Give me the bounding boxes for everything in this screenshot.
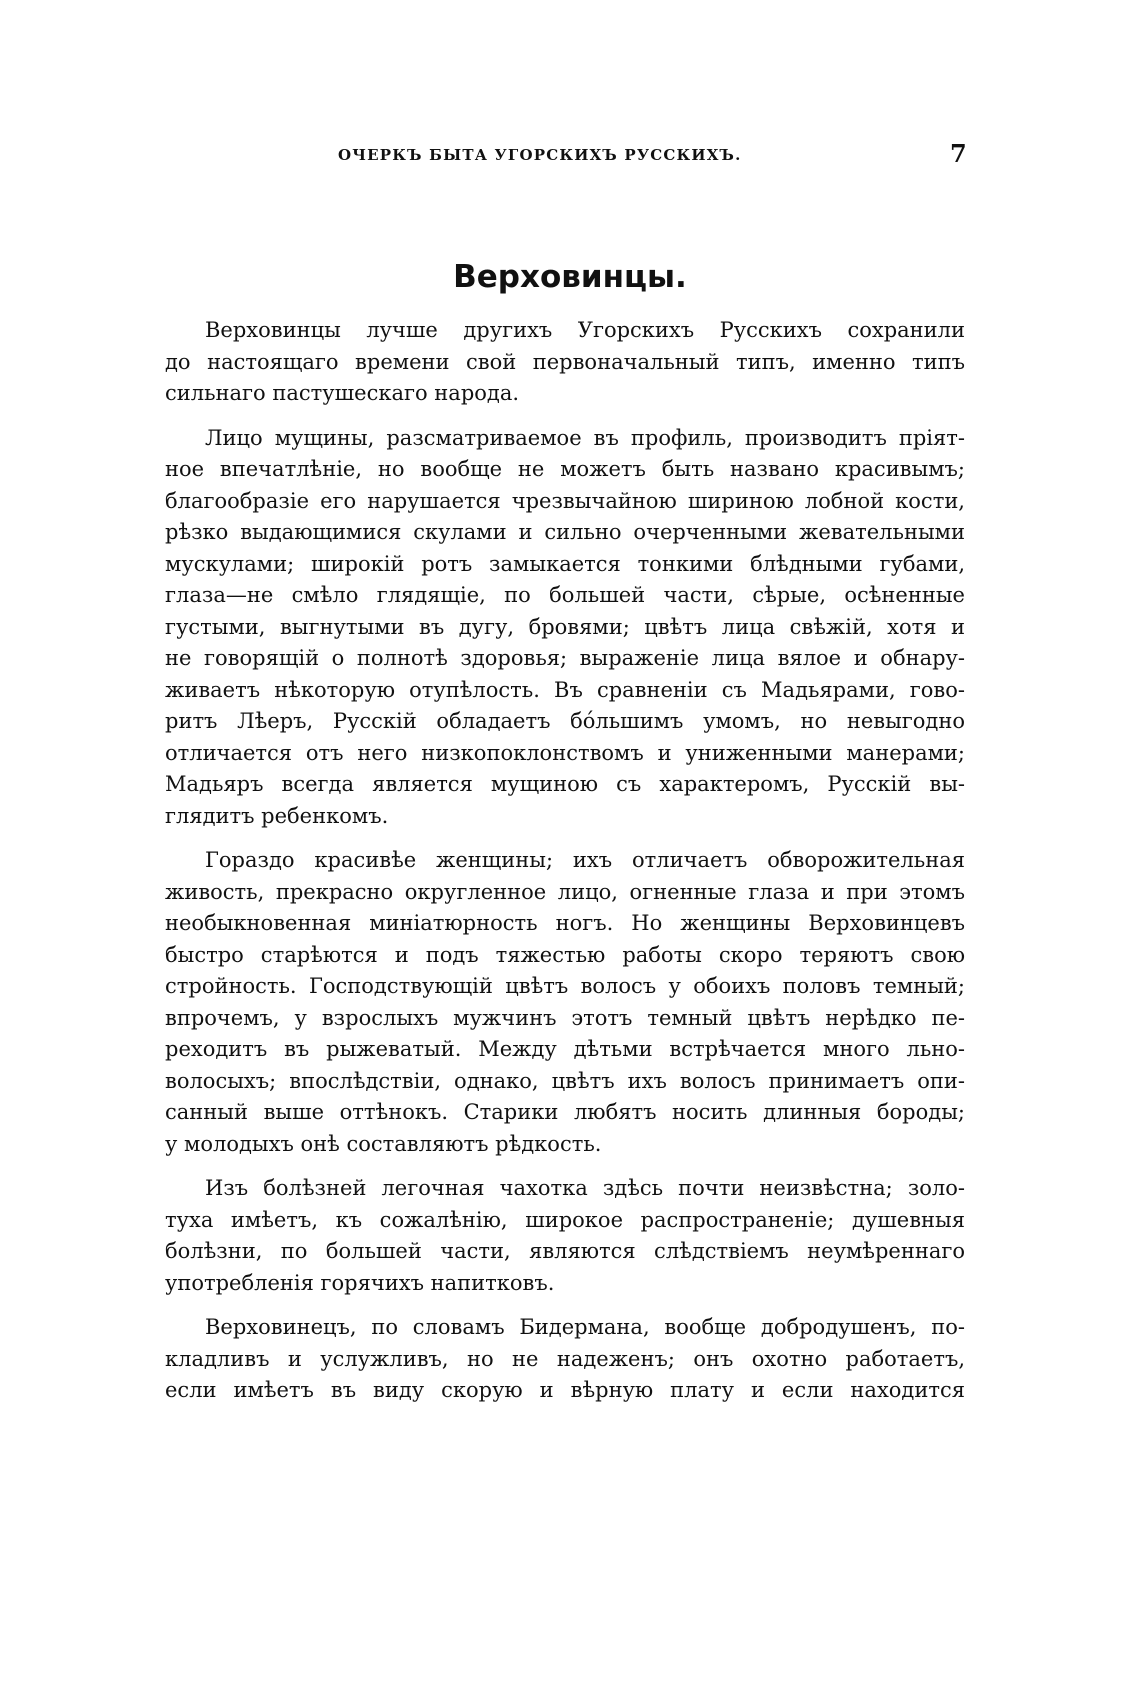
- text-line: живаетъ нѣкоторую отупѣлость. Въ сравненіи съ Мадьярами, гово-: [165, 677, 965, 702]
- text-line: не говорящій о полнотѣ здоровья; выраженіе лица вялое и обнару-: [165, 646, 965, 670]
- text-line: болѣзни, по большей части, являются слѣдствіемъ неумѣреннаго: [165, 1239, 965, 1263]
- text-line: благообразіе его нарушается чрезвычайною шириною лобной кости,: [165, 488, 965, 513]
- text-line: у молодыхъ онѣ составляютъ рѣдкость.: [165, 1131, 602, 1156]
- running-head: ОЧЕРКЪ БЫТА УГОРСКИХЪ РУССКИХЪ.: [338, 146, 742, 164]
- text-line: кладливъ и услужливъ, но не надеженъ; онъ охотно работаетъ,: [165, 1346, 965, 1371]
- text-line: до настоящаго времени свой первоначальный типъ, именно типъ: [165, 349, 965, 374]
- page-number: 7: [950, 139, 967, 168]
- paragraph: [165, 845, 965, 1160]
- paragraph: [165, 1173, 965, 1299]
- text-line: впрочемъ, у взрослыхъ мужчинъ этотъ темный цвѣтъ нерѣдко пе-: [165, 1005, 965, 1030]
- text-line: необыкновенная миніатюрность ногъ. Но женщины Верховинцевъ: [165, 911, 965, 935]
- text-line: густыми, выгнутыми въ дугу, бровями; цвѣтъ лица свѣжій, хотя и: [165, 614, 965, 639]
- text-line: живость, прекрасно округленное лицо, огненные глаза и при этомъ: [165, 879, 965, 904]
- paragraph: [165, 423, 965, 833]
- text-line: отличается отъ него низкопоклонствомъ и униженными манерами;: [165, 740, 965, 765]
- text-line: если имѣетъ въ виду скорую и вѣрную плату и если находится: [165, 1378, 965, 1402]
- text-line: ритъ Лѣеръ, Русскій обладаетъ бо́льшимъ умомъ, но невыгодно: [165, 709, 965, 733]
- text-line: мускулами; широкій ротъ замыкается тонкими блѣдными губами,: [165, 551, 965, 576]
- text-line: стройность. Господствующій цвѣтъ волосъ у обоихъ половъ темный;: [165, 974, 965, 998]
- text-line: Верховинецъ, по словамъ Бидермана, вообще добродушенъ, по-: [205, 1315, 965, 1339]
- text-line: ное впечатлѣніе, но вообще не можетъ быть названо красивымъ;: [165, 457, 965, 481]
- text-line: волосыхъ; впослѣдствіи, однако, цвѣтъ ихъ волосъ принимаетъ опи-: [165, 1068, 965, 1093]
- text-line: глядитъ ребенкомъ.: [165, 803, 389, 828]
- section-title: Верховинцы.: [453, 258, 687, 295]
- text-line: Мадьяръ всегда является мущиною съ характеромъ, Русскій вы-: [165, 772, 965, 796]
- text-line: Гораздо красивѣе женщины; ихъ отличаетъ обворожительная: [205, 848, 965, 872]
- text-line: санный выше оттѣнокъ. Старики любятъ носить длинныя бороды;: [165, 1100, 965, 1124]
- text-line: Лицо мущины, разсматриваемое въ профиль, производитъ пріят-: [205, 425, 965, 450]
- text-line: рѣзко выдающимися скулами и сильно очерченными жевательными: [165, 520, 965, 544]
- paragraph: [165, 315, 965, 410]
- paragraph: [165, 1312, 965, 1407]
- text-line: сильнаго пастушескаго народа.: [165, 381, 520, 405]
- text-line: туха имѣетъ, къ сожалѣнію, широкое распространеніе; душевныя: [165, 1207, 965, 1232]
- text-line: реходитъ въ рыжеватый. Между дѣтьми встрѣчается много льно-: [165, 1037, 965, 1061]
- text-line: Верховинцы лучше другихъ Угорскихъ Русскихъ сохранили: [205, 318, 965, 342]
- body-text: [165, 315, 965, 1420]
- text-line: Изъ болѣзней легочная чахотка здѣсь почти неизвѣстна; золо-: [205, 1176, 965, 1200]
- text-line: глаза—не смѣло глядящіе, по большей части, сѣрые, осѣненные: [165, 583, 965, 607]
- text-line: употребленія горячихъ напитковъ.: [165, 1270, 555, 1295]
- text-line: быстро старѣются и подъ тяжестью работы скоро теряютъ свою: [165, 942, 965, 967]
